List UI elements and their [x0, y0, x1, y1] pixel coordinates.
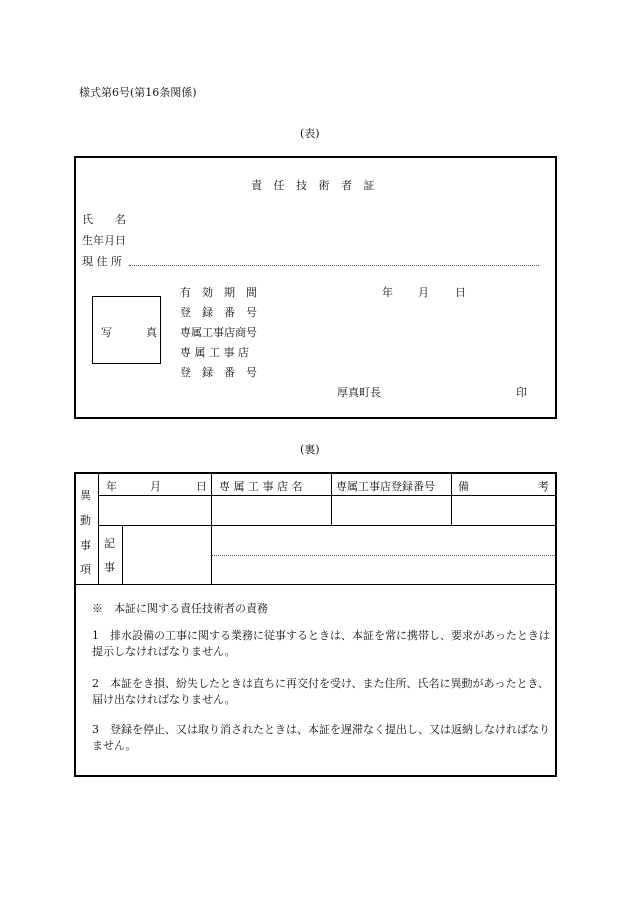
- record-dotted-line: [211, 555, 555, 556]
- front-card: [74, 156, 557, 419]
- header-row-line: [98, 495, 555, 496]
- issuer-label: 厚真町長: [337, 386, 381, 399]
- col-date-month: 月: [150, 480, 161, 493]
- photo-label-left: 写: [101, 326, 112, 339]
- back-side-label: (裏): [300, 443, 320, 456]
- change-col-line: [98, 474, 99, 584]
- duties-title: ※ 本証に関する責任技術者の責務: [92, 602, 268, 615]
- col-date-day: 日: [196, 480, 207, 493]
- store-label: 専 属 工 事 店: [180, 346, 249, 359]
- change-char-3: 事: [80, 539, 91, 552]
- reg-number-label: 登 録 番 号: [180, 306, 257, 319]
- store-reg-label: 登 録 番 号: [180, 366, 257, 379]
- validity-label: 有 効 期 間: [180, 286, 257, 299]
- name-label: 氏 名: [82, 213, 126, 226]
- validity-year: 年: [382, 286, 393, 299]
- change-char-2: 動: [80, 514, 91, 527]
- duty-item-2: 2 本証をき損、紛失したときは直ちに再交付を受け、また住所、氏名に異動があったとき、届け出なければなりません。: [92, 677, 550, 706]
- front-side-label: (表): [300, 127, 320, 140]
- validity-day: 日: [455, 286, 466, 299]
- record-char-1: 記: [104, 537, 115, 550]
- store-col-line: [331, 474, 332, 525]
- record-col-line: [122, 525, 123, 584]
- card-title: 責 任 技 術 者 証: [251, 179, 379, 192]
- duty-item-1: 1 排水設備の工事に関する業務に従事するときは、本証を常に携帯し、要求があったときは提示しなければなりません。: [92, 629, 550, 658]
- col-store-reg: 専属工事店登録番号: [336, 480, 435, 493]
- col-date-year: 年: [106, 480, 117, 493]
- address-label: 現 住 所: [82, 255, 122, 268]
- table-bottom-line: [76, 584, 555, 585]
- duty-item-3: 3 登録を停止、又は取り消されたときは、本証を遅滞なく提出し、又は返納しなければなりません。: [92, 723, 550, 752]
- change-row-line: [98, 525, 555, 526]
- address-line: [129, 265, 539, 266]
- validity-month: 月: [418, 286, 429, 299]
- change-char-1: 異: [80, 489, 91, 502]
- store-name-label: 専属工事店商号: [180, 326, 257, 339]
- col-remarks-right: 考: [538, 480, 549, 493]
- date-col-line: [211, 474, 212, 584]
- form-number: 様式第6号(第16条関係): [79, 86, 197, 99]
- seal-label: 印: [516, 386, 527, 399]
- record-char-2: 事: [104, 561, 115, 574]
- col-store-name: 専 属 工 事 店 名: [219, 480, 303, 493]
- col-remarks-left: 備: [458, 480, 469, 493]
- reg-col-line: [451, 474, 452, 525]
- photo-label-right: 真: [146, 326, 157, 339]
- birthdate-label: 生年月日: [82, 234, 126, 247]
- change-char-4: 項: [80, 563, 91, 576]
